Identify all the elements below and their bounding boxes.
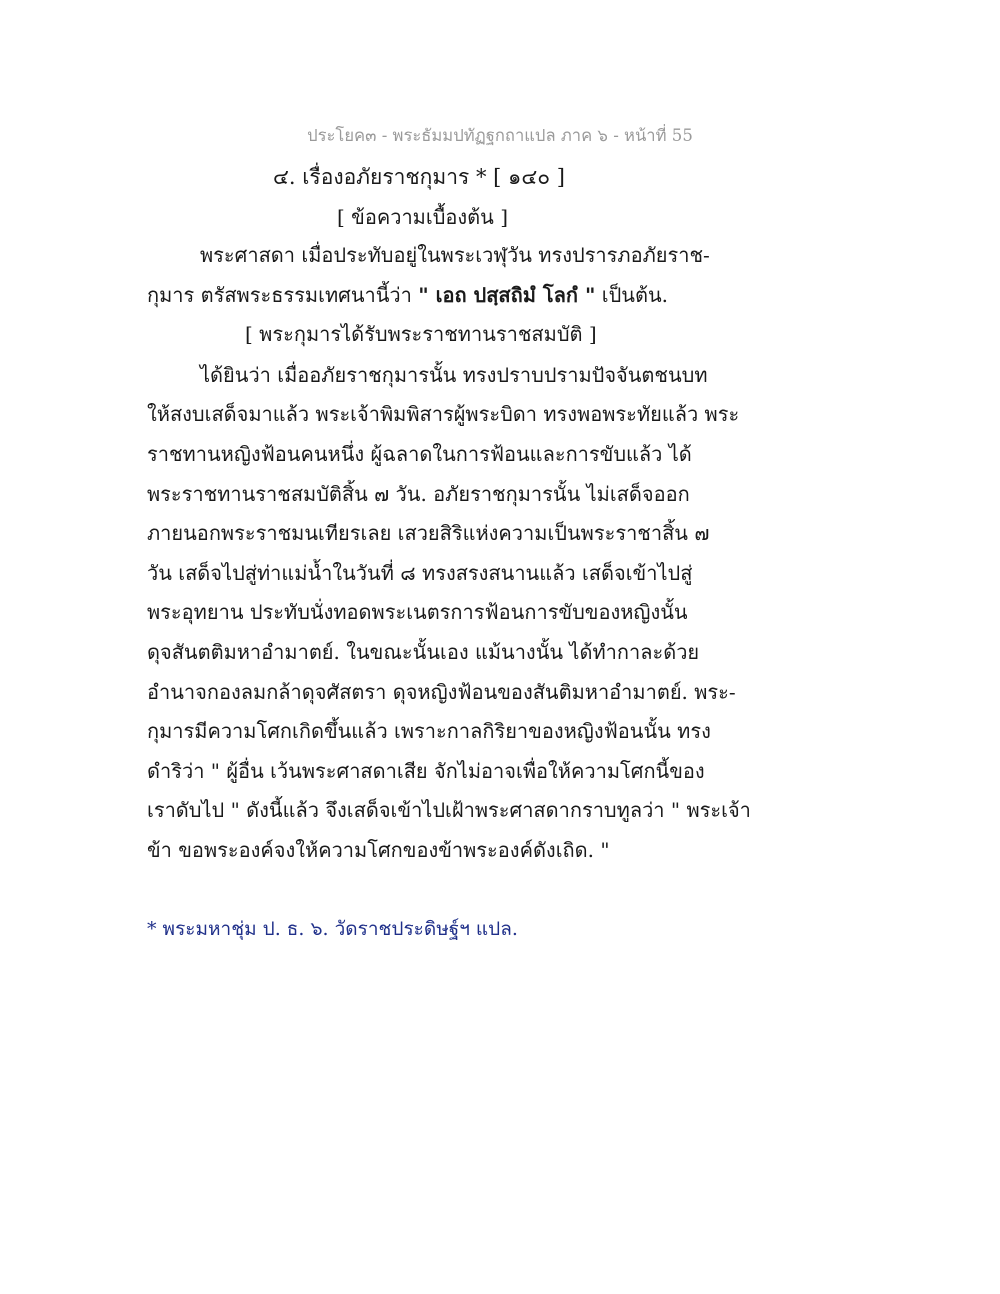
footnote: * พระมหาชุ่ม ป. ธ. ๖. วัดราชประดิษฐ์ฯ แปล. xyxy=(147,918,518,940)
pali-quote: " เอถ ปสฺสถิมํ โลกํ " xyxy=(418,283,596,307)
body-line: วัน เสด็จไปสู่ท่าแม่น้ำในวันที่ ๘ ทรงสรงสนานแล้ว เสด็จเข้าไปสู่ xyxy=(147,561,693,585)
body-line: ข้า ขอพระองค์จงให้ความโศกของข้าพระองค์ดังเถิด. " xyxy=(147,838,610,862)
body-line: ดุจสันตติมหาอำมาตย์. ในขณะนั้นเอง แม้นางนั้น ได้ทำกาละด้วย xyxy=(147,640,700,664)
body-line: พระราชทานราชสมบัติสิ้น ๗ วัน. อภัยราชกุมารนั้น ไม่เสด็จออก xyxy=(147,482,690,506)
body-line: ภายนอกพระราชมนเทียรเลย เสวยสิริแห่งความเป็นพระราชาสิ้น ๗ xyxy=(147,521,710,545)
page-header: ประโยค๓ - พระธัมมปทัฏฐกถาแปล ภาค ๖ - หน้าที่ 55 xyxy=(307,126,693,145)
body-line: ได้ยินว่า เมื่ออภัยราชกุมารนั้น ทรงปราบปรามปัจจันตชนบท xyxy=(200,363,708,387)
body-line: พระอุทยาน ประทับนั่งทอดพระเนตรการฟ้อนการขับของหญิงนั้น xyxy=(147,600,688,624)
body-line: ให้สงบเสด็จมาแล้ว พระเจ้าพิมพิสารผู้พระบิดา ทรงพอพระทัยแล้ว พระ xyxy=(147,402,740,426)
body-line: ดำริว่า " ผู้อื่น เว้นพระศาสดาเสีย จักไม่อาจเพื่อให้ความโศกนี้ของ xyxy=(147,759,705,783)
body-line: ราชทานหญิงฟ้อนคนหนึ่ง ผู้ฉลาดในการฟ้อนและการขับแล้ว ได้ xyxy=(147,442,692,466)
intro-line-2 xyxy=(147,279,668,311)
intro-line-2-before: กุมาร ตรัสพระธรรมเทศนานี้ว่า xyxy=(147,283,419,307)
intro-line-2-after: เป็นต้น. xyxy=(595,283,668,307)
body-line: กุมารมีความโศกเกิดขึ้นแล้ว เพราะกาลกิริยาของหญิงฟ้อนนั้น ทรง xyxy=(147,719,711,743)
section-heading-opening: [ ข้อความเบื้องต้น ] xyxy=(337,205,508,229)
body-line: อำนาจกองลมกล้าดุจศัสตรา ดุจหญิงฟ้อนของสันติมหาอำมาตย์. พระ- xyxy=(147,680,736,704)
story-title: ๔. เรื่องอภัยราชกุมาร * [ ๑๔๐ ] xyxy=(273,165,565,189)
body-line: เราดับไป " ดังนี้แล้ว จึงเสด็จเข้าไปเฝ้าพระศาสดากราบทูลว่า " พระเจ้า xyxy=(147,798,751,822)
section-heading-wealth: [ พระกุมารได้รับพระราชทานราชสมบัติ ] xyxy=(245,322,597,346)
intro-line-1: พระศาสดา เมื่อประทับอยู่ในพระเวฬุวัน ทรงปรารภอภัยราช- xyxy=(200,243,710,267)
